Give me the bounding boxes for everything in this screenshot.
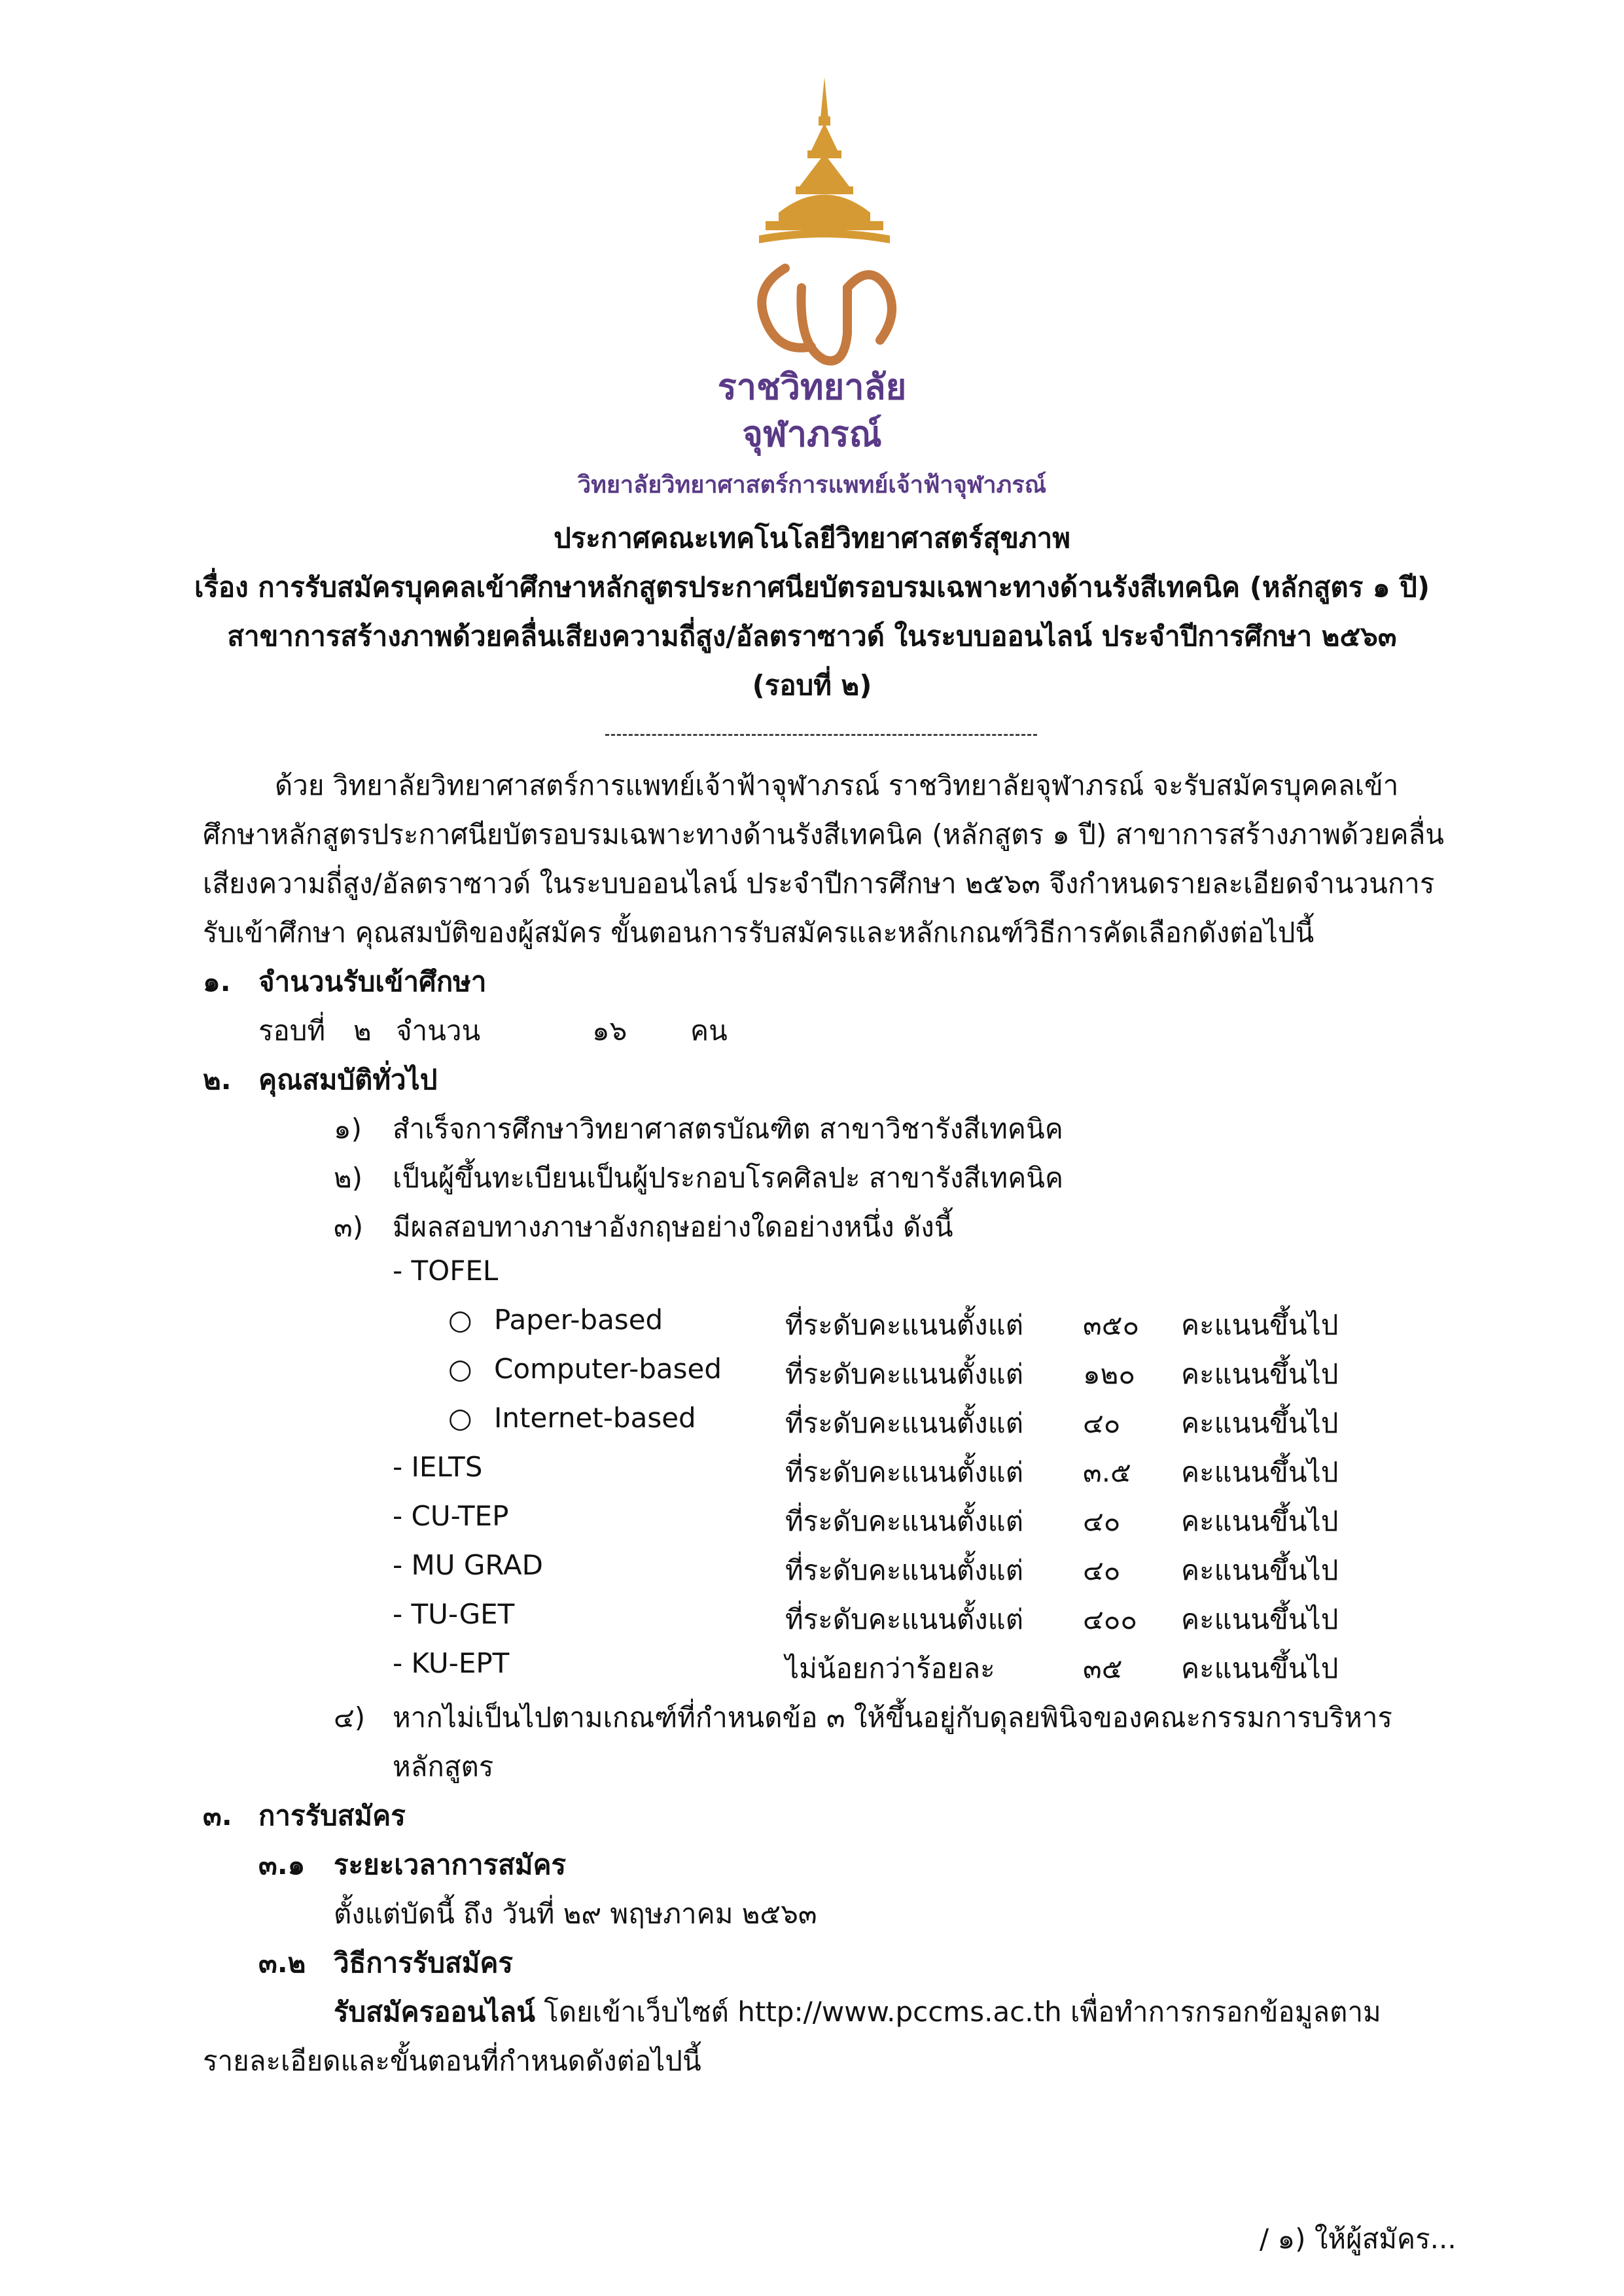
continuation-note: / ๑) ให้ผู้สมัคร...: [1260, 2223, 1456, 2255]
section2-heading: คุณสมบัติทั่วไป: [258, 1064, 438, 1096]
test-name: Internet-based: [494, 1402, 696, 1434]
announcement-subject: เรื่อง การรับสมัครบุคคลเข้าศึกษาหลักสูตรประกาศนียบัตรอบรมเฉพาะทางด้านรังสีเทคนิค (หลักสูตร ๑ ปี): [194, 571, 1430, 603]
test-condition: ที่ระดับคะแนนตั้งแต่: [785, 1505, 1024, 1537]
test-score: ๓๕๐: [1083, 1309, 1140, 1341]
test-condition: ที่ระดับคะแนนตั้งแต่: [785, 1309, 1024, 1341]
section3-heading: การรับสมัคร: [258, 1800, 406, 1832]
test-name: Paper-based: [494, 1304, 663, 1336]
intro-line-3: เสียงความถี่สูง/อัลตราซาวด์ ในระบบออนไลน์ ประจำปีการศึกษา ๒๕๖๓ จึงกำหนดรายละเอียดจำนวนการ: [203, 867, 1435, 899]
qualification-text: สำเร็จการศึกษาวิทยาศาสตรบัณฑิต สาขาวิชารังสีเทคนิค: [393, 1113, 1063, 1145]
test-score: ๔๐: [1083, 1407, 1121, 1439]
amount-unit: คน: [690, 1015, 728, 1047]
test-suffix: คะแนนขึ้นไป: [1181, 1456, 1339, 1488]
intro-line-4: รับเข้าศึกษา คุณสมบัติของผู้สมัคร ขั้นตอนการรับสมัครและหลักเกณฑ์วิธีการคัดเลือกดังต่อไปนี้: [203, 916, 1315, 948]
test-condition: ที่ระดับคะแนนตั้งแต่: [785, 1456, 1024, 1488]
application-method: [334, 1991, 1381, 2034]
online-application-label: รับสมัครออนไลน์: [334, 1996, 535, 2028]
test-score: ๔๐: [1083, 1554, 1121, 1586]
qualification-number: ๒): [334, 1162, 363, 1194]
bullet-circle-icon: ○: [448, 1304, 472, 1336]
test-condition: ที่ระดับคะแนนตั้งแต่: [785, 1554, 1024, 1586]
test-condition: ที่ระดับคะแนนตั้งแต่: [785, 1407, 1024, 1439]
institution-name-line2: จุฬาภรณ์: [742, 413, 882, 455]
monogram-icon: [762, 268, 892, 361]
test-condition: ที่ระดับคะแนนตั้งแต่: [785, 1603, 1024, 1635]
qualification-number: ๓): [334, 1211, 364, 1243]
round-label: รอบที่: [258, 1015, 326, 1047]
test-score: ๓๕: [1083, 1652, 1123, 1684]
test-condition: ที่ระดับคะแนนตั้งแต่: [785, 1358, 1024, 1390]
test-condition: ไม่น้อยกว่าร้อยละ: [785, 1652, 995, 1684]
test-score: ๑๒๐: [1083, 1358, 1135, 1390]
tofel-label: - TOFEL: [393, 1255, 499, 1287]
application-period: ตั้งแต่บัดนี้ ถึง วันที่ ๒๙ พฤษภาคม ๒๕๖๓: [334, 1898, 817, 1930]
announcement-subject-line2: สาขาการสร้างภาพด้วยคลื่นเสียงความถี่สูง/อัลตราซาวด์ ในระบบออนไลน์ ประจำปีการศึกษา ๒๕๖๓: [227, 620, 1397, 652]
round-number: ๒: [353, 1015, 372, 1047]
test-suffix: คะแนนขึ้นไป: [1181, 1309, 1339, 1341]
application-method-cont: รายละเอียดและขั้นตอนที่กำหนดดังต่อไปนี้: [203, 2045, 701, 2077]
test-score: ๓.๕: [1083, 1456, 1131, 1488]
amount-value: ๑๖: [592, 1015, 627, 1047]
institution-name-line1: ราชวิทยาลัย: [717, 366, 907, 408]
amount-label: จำนวน: [396, 1015, 481, 1047]
college-name: วิทยาลัยวิทยาศาสตร์การแพทย์เจ้าฟ้าจุฬาภรณ์: [577, 472, 1047, 498]
qualification-text: หากไม่เป็นไปตามเกณฑ์ที่กำหนดข้อ ๓ ให้ขึ้นอยู่กับดุลยพินิจของคณะกรรมการบริหาร: [393, 1701, 1392, 1733]
intro-line-1: ด้วย วิทยาลัยวิทยาศาสตร์การแพทย์เจ้าฟ้าจุฬาภรณ์ ราชวิทยาลัยจุฬาภรณ์ จะรับสมัครบุคคลเข้า: [275, 769, 1399, 801]
test-name: - IELTS: [393, 1451, 483, 1483]
subsection-number: ๓.๒: [258, 1947, 306, 1979]
test-suffix: คะแนนขึ้นไป: [1181, 1358, 1339, 1390]
qualification-number: ๔): [334, 1701, 366, 1733]
qualification-text: เป็นผู้ขึ้นทะเบียนเป็นผู้ประกอบโรคศิลปะ สาขารังสีเทคนิค: [393, 1162, 1064, 1194]
subsection-number: ๓.๑: [258, 1849, 306, 1881]
section1-heading: จำนวนรับเข้าศึกษา: [258, 965, 487, 998]
title-divider: [605, 734, 1037, 736]
announcement-round: (รอบที่ ๒): [752, 669, 872, 701]
test-name: Computer-based: [494, 1353, 722, 1385]
intro-line-2: ศึกษาหลักสูตรประกาศนียบัตรอบรมเฉพาะทางด้านรังสีเทคนิค (หลักสูตร ๑ ปี) สาขาการสร้างภาพด้วยคลื่น: [203, 818, 1445, 850]
bullet-circle-icon: ○: [448, 1402, 472, 1434]
test-name: - KU-EPT: [393, 1647, 510, 1679]
test-suffix: คะแนนขึ้นไป: [1181, 1603, 1339, 1635]
test-score: ๔๐: [1083, 1505, 1121, 1537]
section1-number: ๑.: [203, 965, 231, 998]
test-suffix: คะแนนขึ้นไป: [1181, 1652, 1339, 1684]
test-suffix: คะแนนขึ้นไป: [1181, 1407, 1339, 1439]
section2-number: ๒.: [203, 1064, 232, 1096]
crown-icon: [759, 77, 890, 243]
section3-number: ๓.: [203, 1800, 232, 1832]
subsection-heading: ระยะเวลาการสมัคร: [334, 1849, 567, 1881]
qualification-number: ๑): [334, 1113, 362, 1145]
subsection-heading: วิธีการรับสมัคร: [334, 1947, 513, 1979]
application-method-text: โดยเข้าเว็บไซต์ http://www.pccms.ac.th เพื่อทำการกรอกข้อมูลตาม: [535, 1996, 1381, 2028]
test-score: ๔๐๐: [1083, 1603, 1138, 1635]
test-name: - TU-GET: [393, 1598, 515, 1630]
test-name: - CU-TEP: [393, 1500, 509, 1532]
test-name: - MU GRAD: [393, 1549, 543, 1581]
institution-logo: [739, 72, 909, 379]
test-suffix: คะแนนขึ้นไป: [1181, 1554, 1339, 1586]
test-suffix: คะแนนขึ้นไป: [1181, 1505, 1339, 1537]
bullet-circle-icon: ○: [448, 1353, 472, 1385]
qualification-text-cont: หลักสูตร: [393, 1750, 494, 1783]
qualification-text: มีผลสอบทางภาษาอังกฤษอย่างใดอย่างหนึ่ง ดังนี้: [393, 1211, 953, 1243]
announcement-title: ประกาศคณะเทคโนโลยีวิทยาศาสตร์สุขภาพ: [554, 522, 1070, 554]
